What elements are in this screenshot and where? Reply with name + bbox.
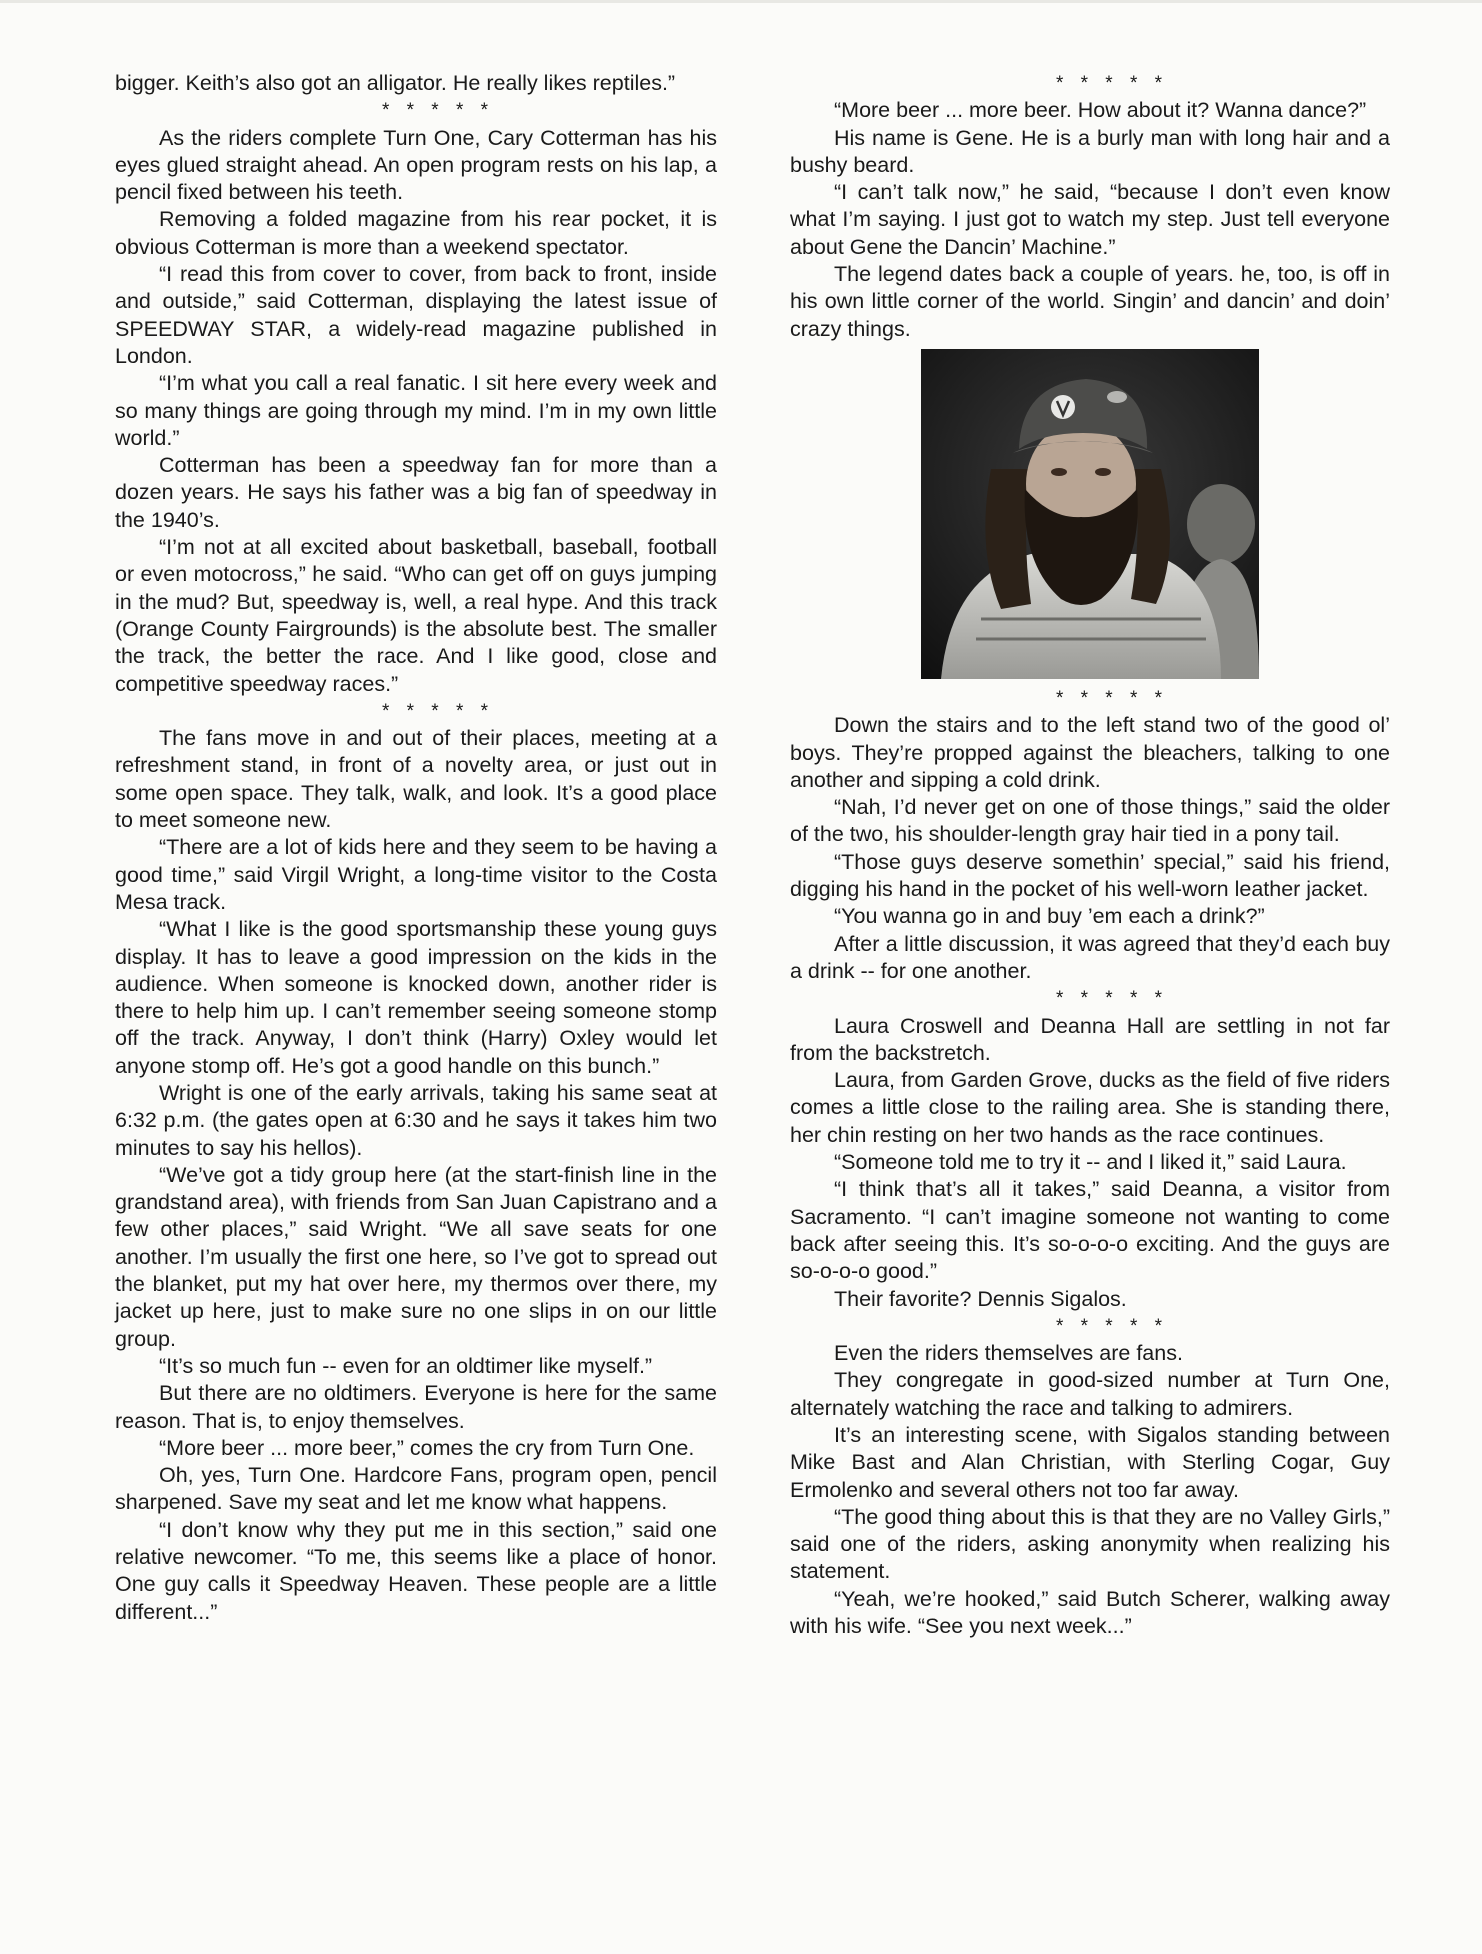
paragraph: “More beer ... more beer,” comes the cry from Turn One.	[159, 1435, 695, 1460]
paragraph: “We’ve got a tidy group here (at the start-finish line in the grandstand area), with friends from San Juan Capistrano and a few other places,” said Wright. “We all save seats for one another. I’m usually the first one here, so I’ve got to spread out the blanket, put my hat over here, my thermos over there, my jacket up here, just to make sure no one slips in on our little group.	[115, 1162, 717, 1351]
section-divider: * * * * *	[381, 100, 495, 122]
paragraph: Their favorite? Dennis Sigalos.	[834, 1286, 1127, 1311]
paragraph: The legend dates back a couple of years. he, too, is off in his own little corner of the world. Singin’ and dancin’ and doin’ crazy things.	[790, 262, 1390, 341]
paragraph: “More beer ... more beer. How about it? Wanna dance?”	[834, 98, 1367, 123]
section-divider: * * * * *	[1055, 73, 1169, 94]
paragraph: Even the riders themselves are fans.	[834, 1341, 1183, 1366]
paragraph: “I read this from cover to cover, from back to front, inside and outside,” said Cotterman, displaying the latest issue of SPEEDWAY STAR, a widely-read magazine published in London.	[115, 262, 717, 368]
section-divider: * * * * *	[1055, 1315, 1169, 1337]
paragraph: Laura, from Garden Grove, ducks as the field of five riders comes a little close to the railing area. She is standing there, her chin resting on her two hands as the race continues.	[790, 1068, 1390, 1147]
paragraph: “I don’t know why they put me in this section,” said one relative newcomer. “To me, this seems like a place of honor. One guy calls it Speedway Heaven. These people are a little different...”	[115, 1517, 717, 1624]
paragraph: “I’m what you call a real fanatic. I sit here every week and so many things are going through my mind. I’m in my own little world.”	[115, 371, 717, 450]
paragraph: Removing a folded magazine from his rear pocket, it is obvious Cotterman is more than a weekend spectator.	[115, 207, 717, 259]
paragraph: “It’s so much fun -- even for an oldtimer like myself.”	[159, 1353, 653, 1378]
paragraph: “Someone told me to try it -- and I liked it,” said Laura.	[834, 1150, 1347, 1175]
paragraph: “I can’t talk now,” he said, “because I don’t even know what I’m saying. I just got to watch my step. Just tell everyone about Gene the Dancin’ Machine.”	[790, 180, 1390, 259]
paragraph: But there are no oldtimers. Everyone is here for the same reason. That is, to enjoy themselves.	[115, 1381, 717, 1433]
paragraph: “There are a lot of kids here and they seem to be having a good time,” said Virgil Wright, a long-time visitor to the Costa Mesa track.	[115, 835, 717, 914]
right-column	[790, 70, 1390, 1640]
paragraph: “I’m not at all excited about basketball, baseball, football or even motocross,” he said. “Who can get off on guys jumping in the mud? But, speedway is, well, a real hype. And this track (Orange County Fairgrounds) is the absolute best. The smaller the track, the better the race. And I like good, close and competitive speedway races.”	[115, 535, 717, 696]
paragraph: bigger. Keith’s also got an alligator. He really likes reptiles.”	[115, 71, 676, 95]
paragraph: Laura Croswell and Deanna Hall are settling in not far from the backstretch.	[790, 1013, 1390, 1065]
paragraph: After a little discussion, it was agreed that they’d each buy a drink -- for one another.	[790, 931, 1390, 983]
paragraph: They congregate in good-sized number at Turn One, alternately watching the race and talking to admirers.	[790, 1368, 1390, 1420]
paragraph: “Yeah, we’re hooked,” said Butch Scherer, walking away with his wife. “See you next week...”	[790, 1586, 1390, 1639]
paragraph: “Those guys deserve somethin’ special,” said his friend, digging his hand in the pocket of his well-worn leather jacket.	[790, 849, 1390, 902]
left-column	[115, 70, 717, 1626]
bearded-man-photo	[921, 349, 1259, 679]
paragraph: His name is Gene. He is a burly man with long hair and a bushy beard.	[790, 125, 1390, 177]
paragraph: As the riders complete Turn One, Cary Cotterman has his eyes glued straight ahead. An open program rests on his lap, a pencil fixed between his teeth.	[115, 125, 717, 205]
paragraph: “I think that’s all it takes,” said Deanna, a visitor from Sacramento. “I can’t imagine someone not wanting to come back after seeing this. It’s so-o-o-o exciting. And the guys are so-o-o-o good.”	[790, 1177, 1390, 1284]
paragraph: Down the stairs and to the left stand two of the good ol’ boys. They’re propped against the bleachers, talking to one another and sipping a cold drink.	[790, 713, 1390, 792]
page-edge	[0, 0, 1482, 3]
paragraph: “The good thing about this is that they are no Valley Girls,” said one of the riders, asking anonymity when realizing his statement.	[790, 1504, 1390, 1584]
paragraph: “You wanna go in and buy ’em each a drink?”	[834, 904, 1265, 929]
paragraph: Oh, yes, Turn One. Hardcore Fans, program open, pencil sharpened. Save my seat and let me know what happens.	[115, 1463, 717, 1515]
paragraph: The fans move in and out of their places, meeting at a refreshment stand, in front of a novelty area, or just out in some open space. They talk, walk, and look. It’s a good place to meet someone new.	[115, 726, 717, 833]
paragraph: “What I like is the good sportsmanship these young guys display. It has to leave a good impression on the kids in the audience. When someone is knocked down, another rider is there to help him up. I can’t remember seeing someone stomp off the track. Anyway, I don’t think (Harry) Oxley would let anyone stomp off. He’s got a good handle on this bunch.”	[115, 917, 717, 1078]
section-divider: * * * * *	[381, 700, 495, 722]
paragraph: Cotterman has been a speedway fan for more than a dozen years. He says his father was a big fan of speedway in the 1940’s.	[115, 453, 717, 532]
section-divider: * * * * *	[1055, 687, 1169, 709]
paragraph: Wright is one of the early arrivals, taking his same seat at 6:32 p.m. (the gates open at 6:30 and he says it takes him two minutes to say his hellos).	[115, 1080, 717, 1160]
paragraph: “Nah, I’d never get on one of those things,” said the older of the two, his shoulder-length gray hair tied in a pony tail.	[790, 795, 1390, 847]
paragraph: It’s an interesting scene, with Sigalos standing between Mike Bast and Alan Christian, with Sterling Cogar, Guy Ermolenko and several others not too far away.	[790, 1422, 1390, 1502]
section-divider: * * * * *	[1055, 988, 1169, 1010]
